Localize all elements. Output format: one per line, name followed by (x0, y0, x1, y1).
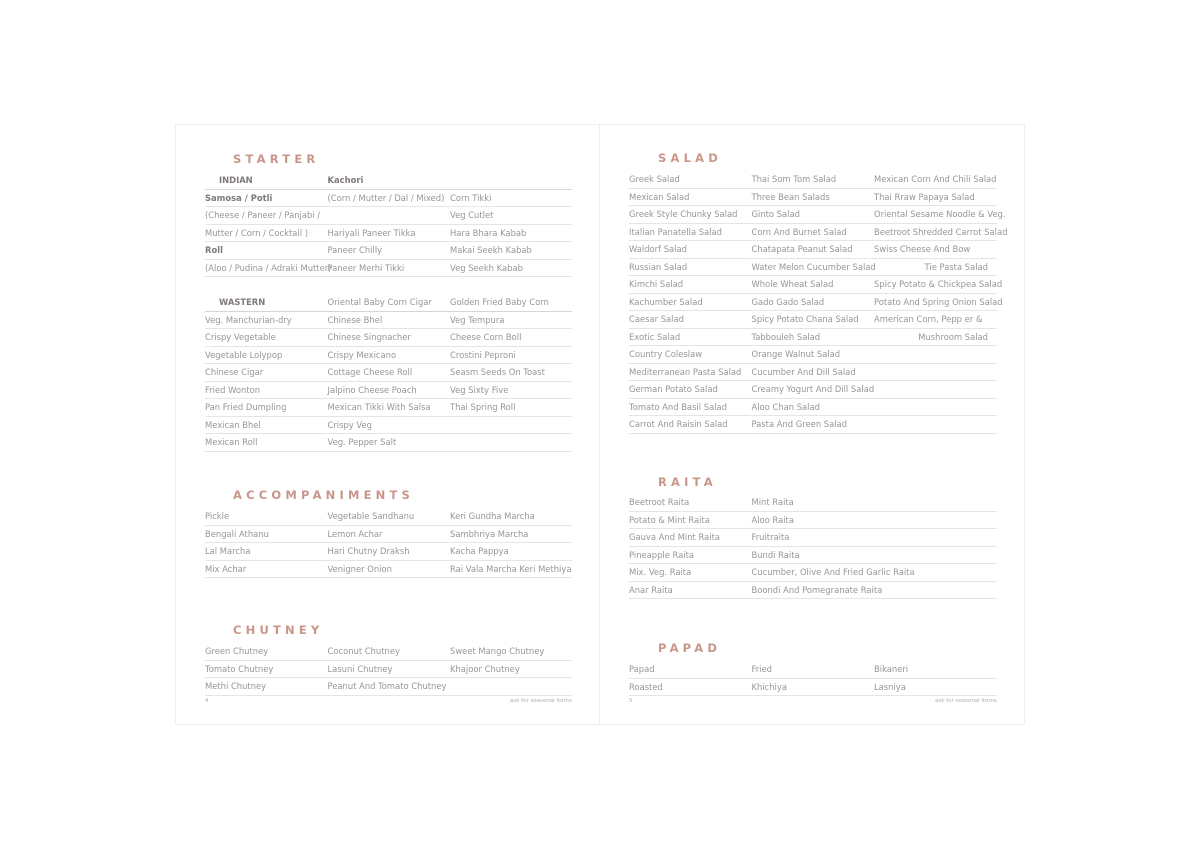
menu-item: Anar Raita (629, 584, 673, 595)
menu-item: Veg Cutlet (450, 210, 494, 221)
menu-item: Lasniya (874, 681, 906, 692)
menu-row (205, 643, 572, 661)
menu-item: Beetroot Shredded Carrot Salad (874, 226, 1008, 237)
menu-row (205, 329, 572, 347)
menu-item: Cottage Cheese Roll (327, 367, 413, 378)
footer-note: ask for seasonal items (935, 698, 997, 704)
menu-row (629, 276, 1003, 294)
menu-item: Keri Gundha Marcha (450, 511, 535, 522)
menu-item: Rai Vala Marcha Keri Methiya (450, 563, 572, 574)
menu-row (629, 529, 997, 547)
menu-item: Crostini Peproni (450, 349, 516, 360)
menu-item: Paneer Merhi Tikki (327, 262, 405, 273)
menu-item: Seasm Seeds On Toast (450, 367, 545, 378)
menu-item: Kimchi Salad (629, 279, 684, 290)
menu-item: Tomato And Basil Salad (629, 401, 727, 412)
left-page (176, 125, 600, 724)
menu-item: Corn Tikki (450, 192, 492, 203)
menu-item: Swiss Cheese And Bow (874, 244, 971, 255)
menu-item: Potato & Mint Raita (629, 514, 710, 525)
menu-item: Veg Tempura (450, 314, 505, 325)
accompaniments-table (205, 508, 572, 578)
menu-row (205, 561, 572, 579)
menu-row (205, 242, 572, 260)
raita-table (629, 494, 997, 599)
menu-row (629, 364, 997, 382)
menu-item: Aloo Raita (751, 514, 794, 525)
menu-item: Ginto Salad (751, 209, 800, 220)
menu-item: Mexican Salad (629, 191, 690, 202)
menu-row (629, 661, 997, 679)
menu-item: Roasted (629, 681, 663, 692)
menu-row (629, 679, 997, 697)
menu-item: (Aloo / Pudina / Adraki Mutter) (205, 262, 332, 273)
menu-item: Exotic Salad (629, 331, 681, 342)
menu-row (629, 294, 1003, 312)
menu-row (629, 582, 997, 600)
menu-item: Kachori (327, 175, 364, 186)
starter-western-table (205, 294, 572, 452)
menu-row (205, 190, 572, 208)
western-header-row (205, 294, 572, 312)
menu-row (629, 512, 997, 530)
papad-table (629, 661, 997, 696)
menu-item: Whole Wheat Salad (751, 279, 834, 290)
menu-item: Venigner Onion (327, 563, 392, 574)
menu-item: Veg Seekh Kabab (450, 262, 523, 273)
menu-item: Gado Gado Salad (751, 296, 825, 307)
menu-item: Makai Seekh Kabab (450, 245, 532, 256)
menu-item: Peanut And Tomato Chutney (327, 681, 447, 692)
section-title-starter: STARTER (233, 152, 320, 166)
menu-item: Tie Pasta Salad (924, 261, 988, 272)
menu-item: Sweet Mango Chutney (450, 646, 545, 657)
menu-item: Tomato Chutney (205, 663, 274, 674)
menu-item: Italian Panatella Salad (629, 226, 722, 237)
menu-row (629, 381, 997, 399)
menu-item: Russian Salad (629, 261, 688, 272)
menu-row (629, 416, 997, 434)
menu-item: Three Bean Salads (751, 191, 830, 202)
page-number: 5 (629, 698, 633, 704)
menu-row (205, 225, 572, 243)
menu-row (205, 347, 572, 365)
menu-item: Mushroom Salad (918, 331, 988, 342)
menu-item: Veg. Pepper Salt (327, 437, 397, 448)
menu-item: Crispy Vegetable (205, 332, 276, 343)
menu-item: Spicy Potato & Chickpea Salad (874, 279, 1003, 290)
menu-item: German Potato Salad (629, 384, 718, 395)
menu-item: Waldorf Salad (629, 244, 687, 255)
menu-item: Lasuni Chutney (327, 663, 393, 674)
menu-item: Spicy Potato Chana Salad (751, 314, 859, 325)
menu-item: Mexican Tikki With Salsa (327, 402, 431, 413)
menu-row (205, 661, 572, 679)
menu-item: Corn And Burnet Salad (751, 226, 847, 237)
menu-item: Gauva And Mint Raita (629, 532, 721, 543)
menu-item: Bundi Raita (751, 549, 800, 560)
menu-row (629, 259, 997, 277)
menu-item: Fruitraita (751, 532, 790, 543)
menu-row (629, 547, 997, 565)
menu-item: Sambhriya Marcha (450, 528, 529, 539)
menu-row (629, 564, 997, 582)
subsection-label: INDIAN (219, 175, 253, 186)
menu-item: Chinese Cigar (205, 367, 264, 378)
menu-item: Water Melon Cucumber Salad (751, 261, 876, 272)
menu-item: Pineapple Raita (629, 549, 695, 560)
salad-table (629, 171, 1008, 434)
menu-item: Veg Sixty Five (450, 384, 509, 395)
menu-item: Carrot And Raisin Salad (629, 419, 728, 430)
menu-item: Hariyali Paneer Tikka (327, 227, 416, 238)
menu-item: (Cheese / Paneer / Panjabi / (205, 210, 321, 221)
menu-row (629, 206, 1006, 224)
menu-item: Aloo Chan Salad (751, 401, 820, 412)
menu-item: Vegetable Sandhanu (327, 511, 415, 522)
menu-item: Mix Achar (205, 563, 247, 574)
menu-row (205, 260, 572, 278)
menu-row (205, 312, 572, 330)
menu-item: Oriental Baby Corn Cigar (327, 297, 432, 308)
footer-note: ask for seasonal items (510, 698, 572, 704)
menu-item: Chatapata Peanut Salad (751, 244, 853, 255)
menu-row (629, 171, 997, 189)
menu-item: Papad (629, 664, 655, 675)
menu-item: Cucumber, Olive And Fried Garlic Raita (751, 567, 915, 578)
menu-item: Veg. Manchurian-dry (205, 314, 292, 325)
menu-item: Potato And Spring Onion Salad (874, 296, 1003, 307)
menu-item: Pasta And Green Salad (751, 419, 848, 430)
menu-item: Mediterranean Pasta Salad (629, 366, 742, 377)
menu-row (629, 311, 997, 329)
menu-row (205, 434, 572, 452)
menu-row (629, 224, 1008, 242)
menu-item: Jalpino Cheese Poach (327, 384, 417, 395)
menu-item: Fried (751, 664, 772, 675)
menu-item: Orange Walnut Salad (751, 349, 841, 360)
menu-item: Fried Wonton (205, 384, 261, 395)
menu-item: Thai Rraw Papaya Salad (874, 191, 975, 202)
menu-item: Mexican Bhel (205, 419, 261, 430)
menu-item: Bikaneri (874, 664, 909, 675)
menu-item: Chinese Bhel (327, 314, 383, 325)
subsection-label: WASTERN (219, 297, 266, 308)
menu-item: Oriental Sesame Noodle & Veg. (874, 209, 1006, 220)
menu-item: Mexican Roll (205, 437, 258, 448)
menu-item: Greek Style Chunky Salad (629, 209, 738, 220)
menu-item: (Corn / Mutter / Dal / Mixed) (327, 192, 445, 203)
menu-item: Khajoor Chutney (450, 663, 520, 674)
menu-item: Chinese Singnacher (327, 332, 411, 343)
menu-row (205, 678, 572, 696)
menu-item: Cheese Corn Boll (450, 332, 522, 343)
section-title-chutney: CHUTNEY (233, 623, 324, 637)
menu-item: Kachumber Salad (629, 296, 703, 307)
section-title-raita: RAITA (658, 475, 717, 489)
menu-item: Crispy Mexicano (327, 349, 397, 360)
menu-item: Vegetable Lolypop (205, 349, 283, 360)
section-title-accompaniments: ACCOMPANIMENTS (233, 488, 415, 502)
menu-item: Mint Raita (751, 497, 794, 508)
menu-item: Mutter / Corn / Cocktail ) (205, 227, 308, 238)
menu-row (629, 329, 997, 347)
menu-item: Khichiya (751, 681, 787, 692)
menu-item: Cucumber And Dill Salad (751, 366, 856, 377)
section-title-papad: PAPAD (658, 641, 722, 655)
starter-indian-table (205, 172, 572, 277)
menu-item: Roll (205, 245, 223, 256)
menu-item: Paneer Chilly (327, 245, 383, 256)
menu-item: Methi Chutney (205, 681, 267, 692)
menu-item: Crispy Veg (327, 419, 372, 430)
menu-item: Boondi And Pomegranate Raita (751, 584, 883, 595)
menu-item: Thai Som Tom Salad (751, 174, 837, 185)
menu-item: Beetroot Raita (629, 497, 690, 508)
menu-item: Pickle (205, 511, 230, 522)
menu-row (205, 508, 572, 526)
menu-item: Pan Fried Dumpling (205, 402, 287, 413)
menu-item: Country Coleslaw (629, 349, 703, 360)
menu-item: Kacha Pappya (450, 546, 509, 557)
menu-item: Tabbouleh Salad (751, 331, 821, 342)
menu-item: Hara Bhara Kabab (450, 227, 527, 238)
menu-item: Green Chutney (205, 646, 269, 657)
menu-item: Golden Fried Baby Corn (450, 297, 549, 308)
menu-row (205, 526, 572, 544)
menu-row (629, 346, 997, 364)
menu-item: Samosa / Potli (205, 192, 273, 203)
menu-item: Lal Marcha (205, 546, 251, 557)
menu-row (629, 494, 997, 512)
indian-header-row (205, 172, 572, 190)
menu-spread (175, 124, 1025, 725)
section-title-salad: SALAD (658, 151, 722, 165)
menu-item: Thai Spring Roll (450, 402, 516, 413)
menu-row (629, 189, 997, 207)
menu-row (205, 382, 572, 400)
menu-item: Bengali Athanu (205, 528, 269, 539)
menu-item: Coconut Chutney (327, 646, 400, 657)
menu-item: Mexican Corn And Chili Salad (874, 174, 997, 185)
menu-item: Greek Salad (629, 174, 680, 185)
menu-row (205, 364, 572, 382)
menu-row (205, 399, 572, 417)
right-page (601, 125, 1025, 724)
menu-row (205, 417, 572, 435)
menu-row (205, 207, 572, 225)
menu-item: Mix. Veg. Raita (629, 567, 692, 578)
menu-item: Lemon Achar (327, 528, 383, 539)
menu-row (205, 543, 572, 561)
menu-item: Caesar Salad (629, 314, 684, 325)
menu-item: American Corn, Pepp er & (874, 314, 983, 325)
menu-item: Hari Chutny Draksh (327, 546, 410, 557)
chutney-table (205, 643, 572, 696)
page-number: 4 (205, 698, 209, 704)
menu-row (629, 399, 997, 417)
menu-row (629, 241, 997, 259)
menu-item: Creamy Yogurt And Dill Salad (751, 384, 875, 395)
